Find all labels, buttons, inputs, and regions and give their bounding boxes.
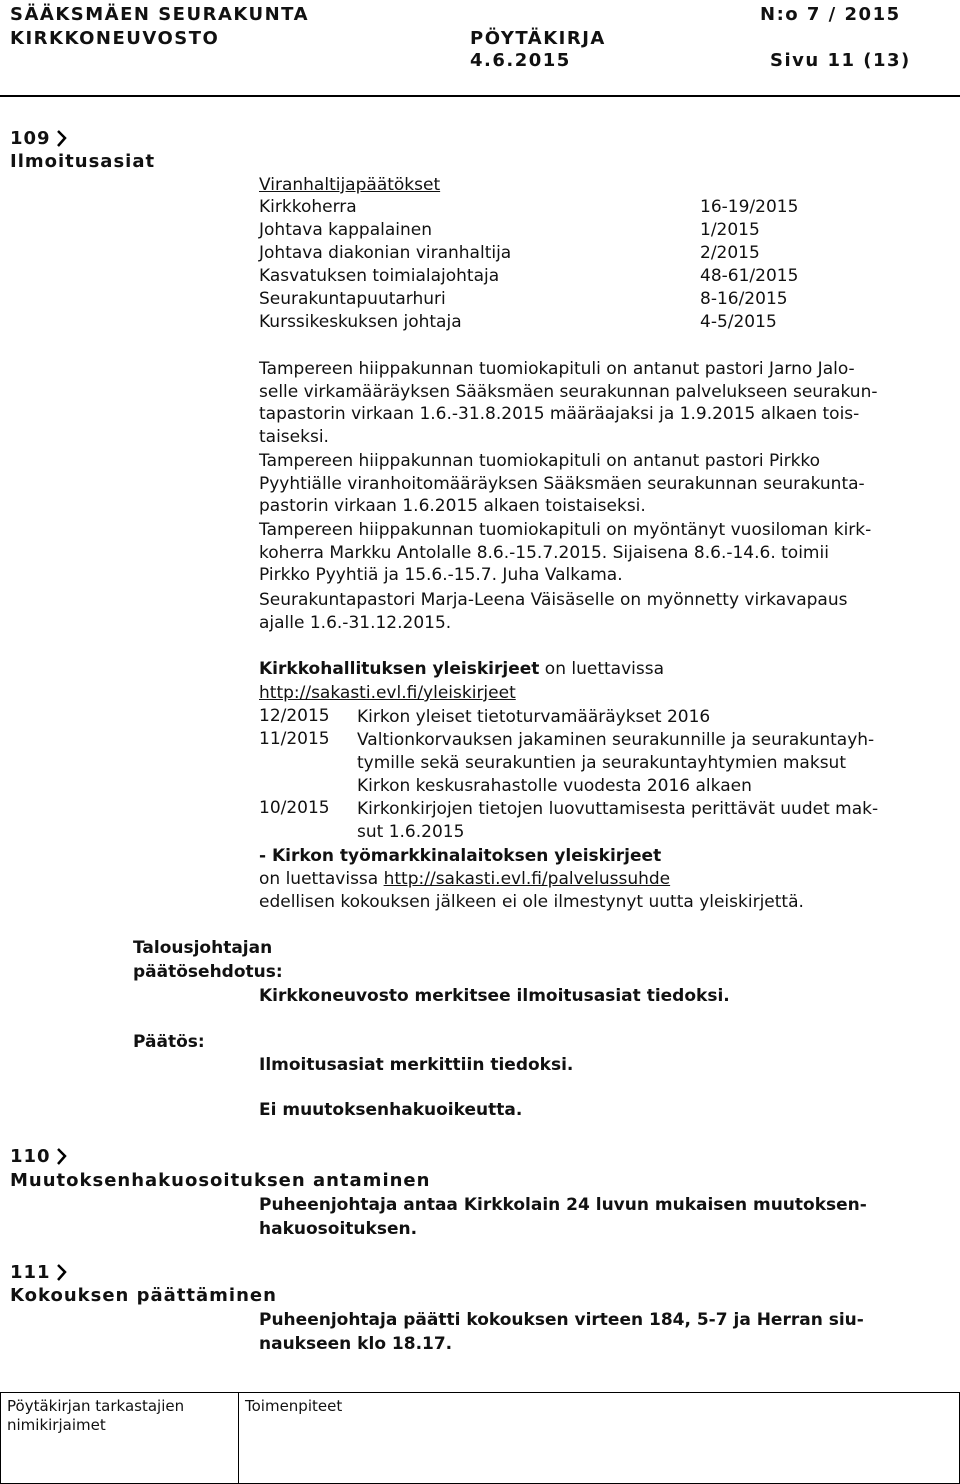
section-110-text: Puheenjohtaja antaa Kirkkolain 24 luvun mukaisen muutoksen- hakuosoituksen. xyxy=(259,1195,867,1239)
decision-row: Kasvatuksen toimialajohtaja 48-61/2015 xyxy=(259,266,799,286)
section-109-title: Ilmoitusasiat xyxy=(10,151,156,172)
section-111-text: Puheenjohtaja päätti kokouksen virteen 184, 5-7 ja Herran siu- naukseen klo 18.17. xyxy=(259,1310,864,1354)
section-110-title: Muutoksenhakuosoituksen antaminen xyxy=(10,1170,431,1191)
notice-paragraph: Tampereen hiippakunnan tuomiokapituli on antanut pastori Pirkko Pyyhtiälle viranhoitomääräyksen Sääksmäen seurakunnan seurakunta- pastorin virkaan 1.6.2015 alkaen toistaiseksi. xyxy=(259,451,865,516)
notice-paragraph: Seurakuntapastori Marja-Leena Väisäselle on myönnetty virkavapaus ajalle 1.6.-31.12.2015. xyxy=(259,590,848,633)
circulars-heading: Kirkkohallituksen yleiskirjeet on luettavissa xyxy=(259,659,665,679)
appeal-text: Ei muutoksenhakuoikeutta. xyxy=(259,1100,523,1120)
header-doc-type: PÖYTÄKIRJA xyxy=(470,28,606,49)
decision-row: Johtava kappalainen 1/2015 xyxy=(259,220,760,240)
decision-row: Kirkkoherra 16-19/2015 xyxy=(259,197,799,217)
labour-note: edellisen kokouksen jälkeen ei ole ilmestynyt uutta yleiskirjettä. xyxy=(259,892,804,912)
proposal-label-2: päätösehdotus: xyxy=(133,962,283,982)
decision-label: Päätös: xyxy=(133,1032,205,1052)
decisions-subheading: Viranhaltijapäätökset xyxy=(259,175,441,195)
section-109-number: 109 xyxy=(10,128,67,149)
labour-heading: - Kirkon työmarkkinalaitoksen yleiskirjeet xyxy=(259,846,662,866)
section-110-number: 110 xyxy=(10,1146,67,1167)
proposal-label: Talousjohtajan xyxy=(133,938,273,958)
notice-paragraph: Tampereen hiippakunnan tuomiokapituli on antanut pastori Jarno Jalo- selle virkamääräyksen Sääksmäen seurakunnan palvelukseen seurakun- tapastorin virkaan 1.6.-31.8.2015 määräajaksi ja 1.9.2015 alkaen tois- taiseksi. xyxy=(259,359,878,447)
section-111-title: Kokouksen päättäminen xyxy=(10,1285,277,1306)
footer-initials-box: Pöytäkirjan tarkastajien nimikirjaimet xyxy=(0,1392,239,1484)
labour-link-line: on luettavissa http://sakasti.evl.fi/palvelussuhde xyxy=(259,869,671,889)
section-sign-icon xyxy=(57,1263,67,1283)
decision-row: Kurssikeskuksen johtaja 4-5/2015 xyxy=(259,312,777,332)
header-number: N:o 7 / 2015 xyxy=(760,4,901,25)
section-sign-icon xyxy=(57,1147,67,1167)
decision-row: Johtava diakonian viranhaltija 2/2015 xyxy=(259,243,760,263)
header-org: SÄÄKSMÄEN SEURAKUNTA xyxy=(10,4,309,25)
header-rule xyxy=(0,95,960,97)
labour-link[interactable]: http://sakasti.evl.fi/palvelussuhde xyxy=(383,869,671,889)
footer-actions-box: Toimenpiteet xyxy=(238,1392,960,1484)
header-body: KIRKKONEUVOSTO xyxy=(10,28,220,49)
notice-paragraph: Tampereen hiippakunnan tuomiokapituli on myöntänyt vuosiloman kirk- koherra Markku Antolalle 8.6.-15.7.2015. Sijaisena 8.6.-14.6. toimii Pirkko Pyyhtiä ja 15.6.-15.7. Juha Valkama. xyxy=(259,520,872,585)
decision-text: Ilmoitusasiat merkittiin tiedoksi. xyxy=(259,1055,574,1075)
section-sign-icon xyxy=(57,129,67,149)
circulars-link[interactable]: http://sakasti.evl.fi/yleiskirjeet xyxy=(259,683,516,703)
header-page: Sivu 11 (13) xyxy=(770,50,911,71)
section-111-number: 111 xyxy=(10,1262,67,1283)
decision-row: Seurakuntapuutarhuri 8-16/2015 xyxy=(259,289,788,309)
proposal-text: Kirkkoneuvosto merkitsee ilmoitusasiat tiedoksi. xyxy=(259,986,730,1006)
header-date: 4.6.2015 xyxy=(470,50,571,71)
